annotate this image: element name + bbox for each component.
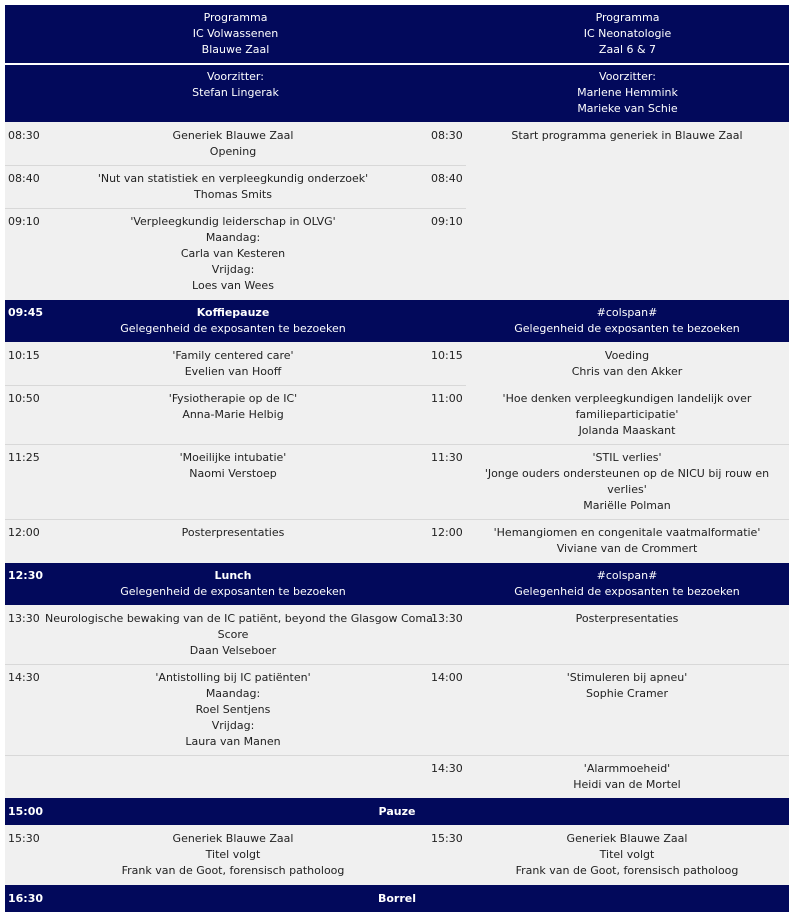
drinks-label: Borrel (377, 892, 417, 905)
left-time: 08:30 (8, 129, 40, 142)
left-session-line: Opening (209, 145, 257, 158)
left-session (45, 214, 421, 294)
left-session-line: Evelien van Hooff (184, 365, 282, 378)
left-time: 12:00 (8, 526, 40, 539)
left-session-line: Generiek Blauwe Zaal (172, 832, 294, 845)
left-time: 09:10 (8, 215, 40, 228)
pause-label: Pauze (378, 805, 416, 818)
row-separator (5, 444, 789, 445)
right-session-line: Titel volgt (599, 848, 655, 861)
left-session (45, 831, 421, 879)
coffee-break-row (5, 300, 789, 342)
right-session-line: Voeding (604, 349, 650, 362)
right-session (471, 450, 783, 514)
header-right-cell (466, 10, 789, 58)
right-session-line: Viviane van de Crommert (556, 542, 698, 555)
session-block-late-morning (5, 342, 789, 563)
right-session-line: familieparticipatie' (575, 408, 679, 421)
left-session-line: Daan Velseboer (189, 644, 277, 657)
drinks-row (5, 885, 789, 912)
right-session (471, 348, 783, 380)
left-session-line: Carla van Kesteren (180, 247, 286, 260)
header-left-line: Blauwe Zaal (201, 43, 270, 56)
left-session-line: Score (217, 628, 249, 641)
coffee-break-title: Koffiepauze (196, 306, 270, 319)
header-row (5, 5, 789, 63)
left-session-line: Naomi Verstoep (189, 467, 277, 480)
left-session-line: 'Antistolling bij IC patiënten' (155, 671, 311, 684)
left-session-line: Loes van Wees (192, 279, 274, 292)
left-session-line: 'Nut van statistiek en verpleegkundig onderzoek' (97, 172, 369, 185)
row-separator (5, 755, 789, 756)
header-left-line: IC Volwassenen (192, 27, 279, 40)
left-time: 15:30 (8, 832, 40, 845)
right-time: 11:00 (431, 392, 463, 405)
left-session-line: Thomas Smits (194, 188, 272, 201)
right-session-line: Posterpresentaties (575, 612, 679, 625)
right-time: 10:15 (431, 349, 463, 362)
coffee-break-note: Gelegenheid de exposanten te bezoeken (120, 322, 346, 335)
left-session-line: Roel Sentjens (195, 703, 271, 716)
left-session-line: Laura van Manen (185, 735, 281, 748)
left-time: 14:30 (8, 671, 40, 684)
row-separator (5, 208, 466, 209)
left-session-line: Maandag: (205, 231, 261, 244)
right-session-line: Sophie Cramer (586, 687, 668, 700)
left-session (45, 128, 421, 160)
left-session-line: Neurologische bewaking van de IC patiënt, beyond the Glasgow Coma (45, 612, 433, 625)
left-session-line: Vrijdag: (211, 719, 255, 732)
left-session (45, 391, 421, 423)
left-session-line: Anna-Marie Helbig (182, 408, 284, 421)
left-session (45, 450, 421, 482)
right-session (471, 831, 783, 879)
right-session-line: Jolanda Maaskant (578, 424, 676, 437)
header-right-line: Programma (595, 11, 660, 24)
right-time: 15:30 (431, 832, 463, 845)
left-time: 11:25 (8, 451, 40, 464)
chair-left-cell (5, 69, 466, 101)
lunch-title: Lunch (214, 569, 252, 582)
left-session-line: Titel volgt (205, 848, 261, 861)
coffee-break-right-line: Gelegenheid de exposanten te bezoeken (514, 322, 740, 335)
pause-time: 15:00 (8, 805, 44, 818)
right-session-line: Chris van den Akker (571, 365, 683, 378)
right-time: 14:00 (431, 671, 463, 684)
left-session-line: 'Family centered care' (172, 349, 294, 362)
right-session-line: verlies' (607, 483, 647, 496)
right-session-line: Start programma generiek in Blauwe Zaal (511, 129, 743, 142)
coffee-break-time: 09:45 (8, 306, 44, 319)
left-session (45, 670, 421, 750)
row-separator (5, 664, 789, 665)
right-time: 09:10 (431, 215, 463, 228)
left-session-line: Maandag: (205, 687, 261, 700)
lunch-right-line: #colspan# (596, 569, 658, 582)
coffee-break-right (471, 305, 783, 337)
right-session (471, 391, 783, 439)
lunch-note: Gelegenheid de exposanten te bezoeken (120, 585, 346, 598)
chair-left-line: Stefan Lingerak (192, 86, 279, 99)
session-block-afternoon (5, 605, 789, 798)
lunch-left (45, 568, 421, 600)
lunch-right-line: Gelegenheid de exposanten te bezoeken (514, 585, 740, 598)
left-time: 10:50 (8, 392, 40, 405)
right-time: 13:30 (431, 612, 463, 625)
left-time: 08:40 (8, 172, 40, 185)
right-time: 12:00 (431, 526, 463, 539)
session-block-morning (5, 122, 789, 300)
left-session-line: 'Verpleegkundig leiderschap in OLVG' (130, 215, 336, 228)
right-time: 08:30 (431, 129, 463, 142)
chair-right-line: Marieke van Schie (577, 102, 678, 115)
session-block-closing (5, 825, 789, 885)
header-right-line: IC Neonatologie (583, 27, 672, 40)
right-session-line: 'Stimuleren bij apneu' (566, 671, 688, 684)
header-left-line: Programma (203, 11, 268, 24)
lunch-row (5, 563, 789, 605)
lunch-time: 12:30 (8, 569, 44, 582)
chairs-row (5, 65, 789, 122)
left-session (45, 525, 421, 541)
pause-row (5, 798, 789, 825)
right-time: 08:40 (431, 172, 463, 185)
chair-right-line: Marlene Hemmink (577, 86, 678, 99)
left-session (45, 171, 421, 203)
right-session (471, 128, 783, 144)
left-session-line: Generiek Blauwe Zaal (172, 129, 294, 142)
right-session-line: 'Jonge ouders ondersteunen op de NICU bij rouw en (484, 467, 770, 480)
left-session-line: 'Moeilijke intubatie' (179, 451, 287, 464)
coffee-break-right-line: #colspan# (596, 306, 658, 319)
chair-right-line: Voorzitter: (599, 70, 656, 83)
left-time: 10:15 (8, 349, 40, 362)
right-session-line: Generiek Blauwe Zaal (566, 832, 688, 845)
right-session (471, 761, 783, 793)
right-session-line: Frank van de Goot, forensisch patholoog (515, 864, 739, 877)
right-session-line: 'STIL verlies' (592, 451, 662, 464)
left-session-line: Vrijdag: (211, 263, 255, 276)
right-session-line: 'Hemangiomen en congenitale vaatmalformatie' (493, 526, 761, 539)
right-session-line: 'Hoe denken verpleegkundigen landelijk over (502, 392, 752, 405)
left-session (45, 348, 421, 380)
lunch-right (471, 568, 783, 600)
right-time: 11:30 (431, 451, 463, 464)
row-separator (5, 519, 789, 520)
row-separator (5, 385, 466, 386)
row-separator (5, 165, 466, 166)
header-left-cell (5, 10, 466, 58)
drinks-time: 16:30 (8, 892, 44, 905)
right-session-line: 'Alarmmoeheid' (583, 762, 671, 775)
right-session-line: Mariëlle Polman (583, 499, 671, 512)
left-session-line: Frank van de Goot, forensisch patholoog (121, 864, 345, 877)
right-session (471, 525, 783, 557)
header-right-line: Zaal 6 & 7 (598, 43, 657, 56)
right-time: 14:30 (431, 762, 463, 775)
right-session (471, 670, 783, 702)
left-session (45, 611, 433, 659)
left-session-line: 'Fysiotherapie op de IC' (168, 392, 298, 405)
coffee-break-left (45, 305, 421, 337)
right-session (471, 611, 783, 627)
left-time: 13:30 (8, 612, 40, 625)
chair-right-cell (466, 69, 789, 117)
left-session-line: Posterpresentaties (181, 526, 285, 539)
chair-left-line: Voorzitter: (207, 70, 264, 83)
right-session-line: Heidi van de Mortel (573, 778, 681, 791)
